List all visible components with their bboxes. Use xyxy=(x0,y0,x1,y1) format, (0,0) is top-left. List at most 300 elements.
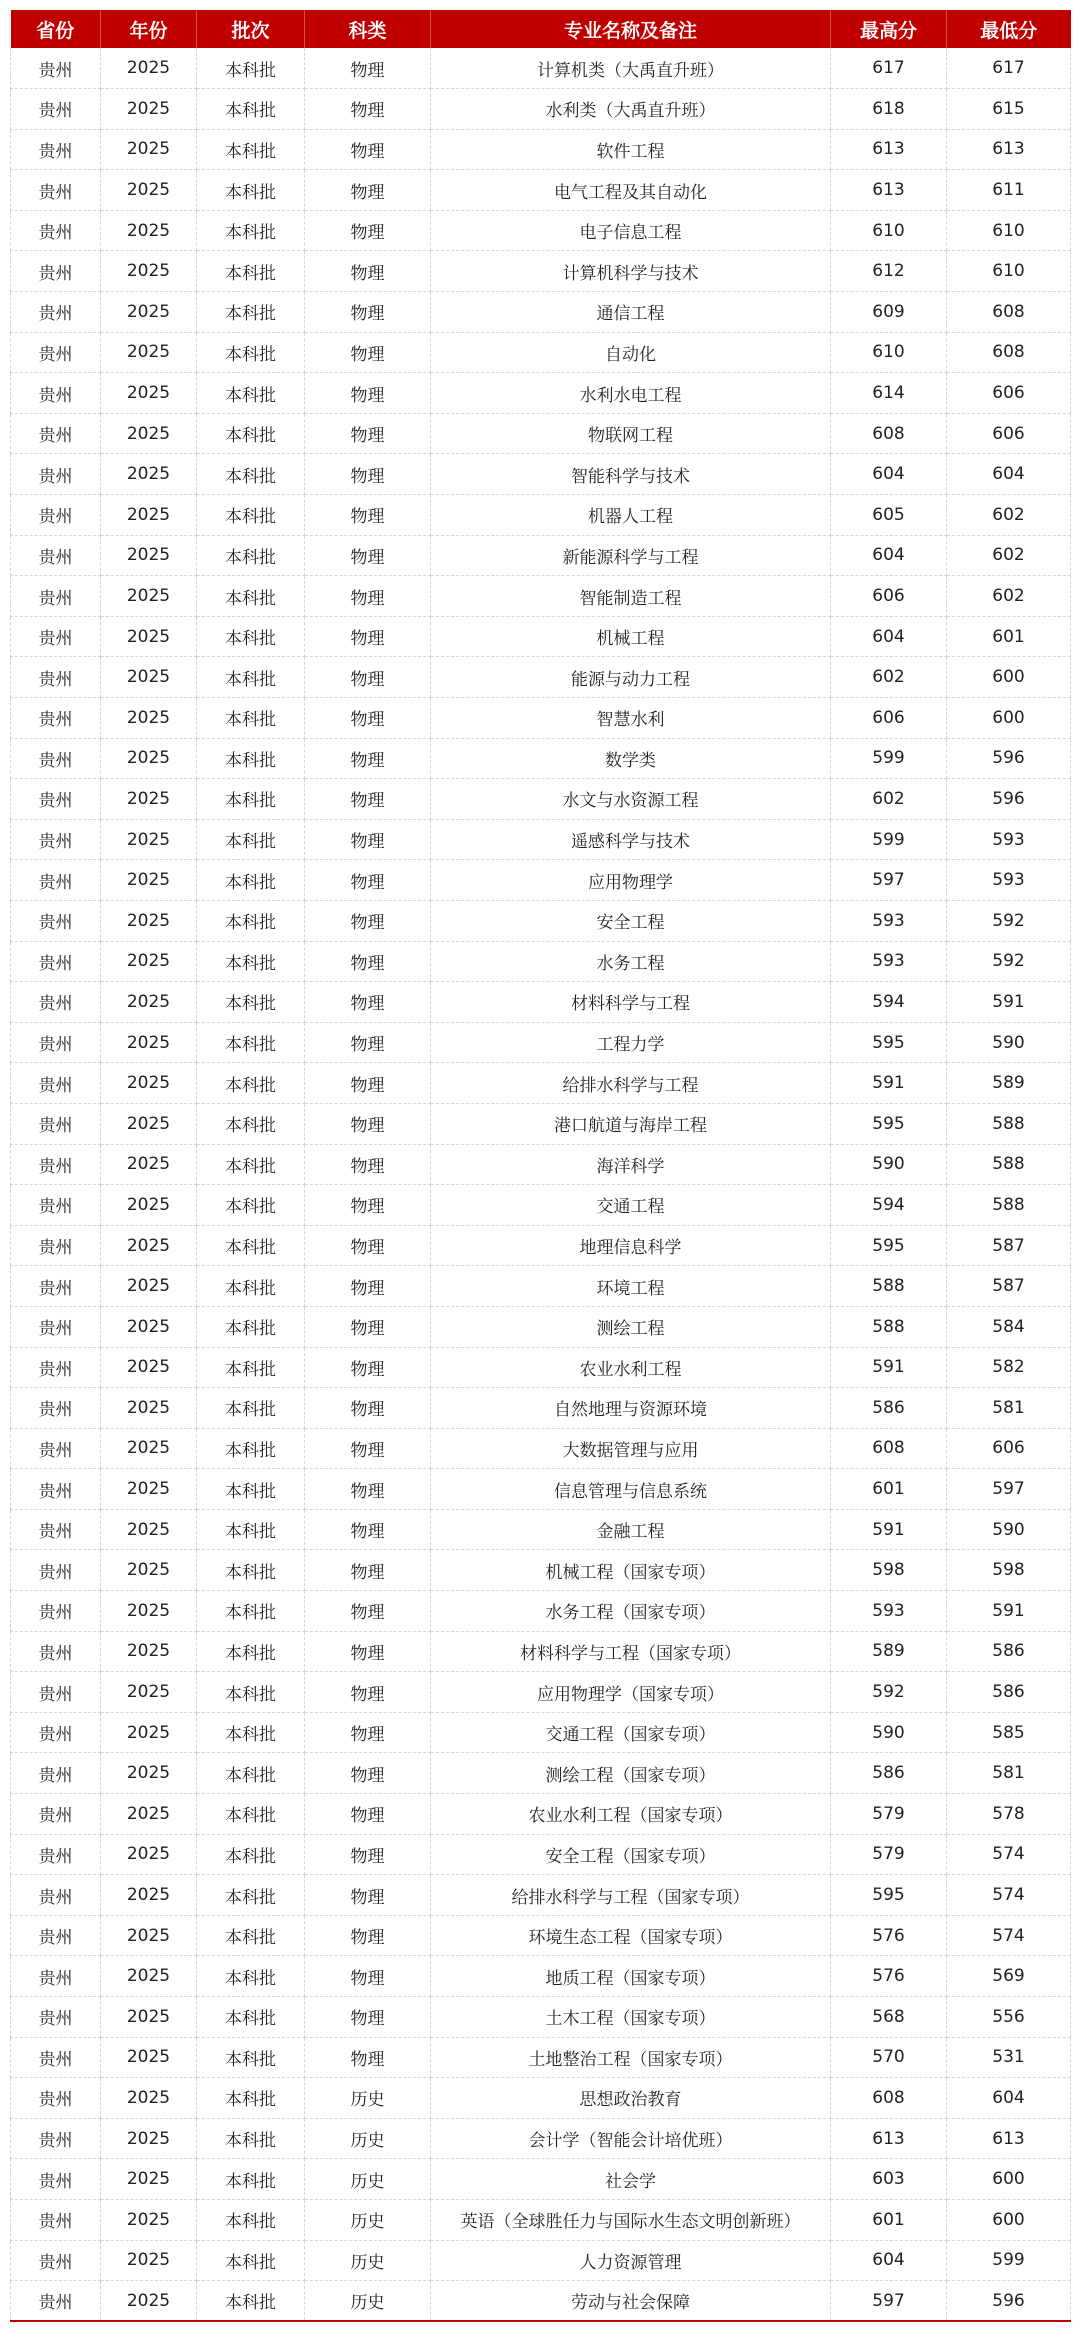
cell-min-score: 590 xyxy=(947,1509,1071,1550)
cell-min-score: 610 xyxy=(947,251,1071,292)
cell-batch: 本科批 xyxy=(197,1672,305,1713)
cell-min-score: 592 xyxy=(947,941,1071,982)
cell-province: 贵州 xyxy=(11,2118,101,2159)
cell-subject: 物理 xyxy=(305,251,431,292)
cell-subject: 物理 xyxy=(305,1469,431,1510)
cell-province: 贵州 xyxy=(11,616,101,657)
cell-year: 2025 xyxy=(101,1388,197,1429)
table-row xyxy=(11,89,1071,130)
table-row xyxy=(11,657,1071,698)
cell-major: 给排水科学与工程（国家专项） xyxy=(431,1875,831,1916)
table-row xyxy=(11,535,1071,576)
cell-major: 机械工程 xyxy=(431,616,831,657)
cell-province: 贵州 xyxy=(11,860,101,901)
cell-year: 2025 xyxy=(101,941,197,982)
score-table-container xyxy=(10,10,1070,2321)
cell-min-score: 613 xyxy=(947,129,1071,170)
cell-subject: 历史 xyxy=(305,2078,431,2119)
cell-min-score: 602 xyxy=(947,495,1071,536)
cell-min-score: 604 xyxy=(947,2078,1071,2119)
table-row xyxy=(11,1875,1071,1916)
cell-batch: 本科批 xyxy=(197,292,305,333)
cell-subject: 物理 xyxy=(305,1063,431,1104)
cell-major: 港口航道与海岸工程 xyxy=(431,1103,831,1144)
cell-min-score: 569 xyxy=(947,1956,1071,1997)
cell-subject: 物理 xyxy=(305,535,431,576)
cell-year: 2025 xyxy=(101,1022,197,1063)
cell-major: 大数据管理与应用 xyxy=(431,1428,831,1469)
cell-max-score: 601 xyxy=(831,1469,947,1510)
cell-max-score: 586 xyxy=(831,1753,947,1794)
cell-subject: 历史 xyxy=(305,2281,431,2322)
cell-major: 数学类 xyxy=(431,738,831,779)
cell-year: 2025 xyxy=(101,900,197,941)
cell-subject: 物理 xyxy=(305,698,431,739)
cell-max-score: 604 xyxy=(831,454,947,495)
cell-subject: 物理 xyxy=(305,1712,431,1753)
cell-batch: 本科批 xyxy=(197,1306,305,1347)
cell-min-score: 600 xyxy=(947,657,1071,698)
cell-province: 贵州 xyxy=(11,2281,101,2322)
cell-max-score: 576 xyxy=(831,1915,947,1956)
cell-year: 2025 xyxy=(101,2159,197,2200)
cell-min-score: 574 xyxy=(947,1834,1071,1875)
table-row xyxy=(11,1631,1071,1672)
cell-max-score: 604 xyxy=(831,535,947,576)
cell-year: 2025 xyxy=(101,1428,197,1469)
cell-batch: 本科批 xyxy=(197,1469,305,1510)
cell-major: 测绘工程（国家专项） xyxy=(431,1753,831,1794)
cell-province: 贵州 xyxy=(11,1956,101,1997)
cell-min-score: 588 xyxy=(947,1103,1071,1144)
cell-province: 贵州 xyxy=(11,1672,101,1713)
table-row xyxy=(11,1672,1071,1713)
cell-subject: 物理 xyxy=(305,1103,431,1144)
cell-major: 遥感科学与技术 xyxy=(431,819,831,860)
cell-province: 贵州 xyxy=(11,1915,101,1956)
cell-min-score: 608 xyxy=(947,332,1071,373)
cell-batch: 本科批 xyxy=(197,1997,305,2038)
cell-max-score: 610 xyxy=(831,210,947,251)
cell-max-score: 605 xyxy=(831,495,947,536)
cell-batch: 本科批 xyxy=(197,982,305,1023)
cell-batch: 本科批 xyxy=(197,1144,305,1185)
cell-subject: 物理 xyxy=(305,1306,431,1347)
cell-year: 2025 xyxy=(101,535,197,576)
header-major: 专业名称及备注 xyxy=(431,10,831,48)
cell-min-score: 611 xyxy=(947,170,1071,211)
cell-year: 2025 xyxy=(101,2078,197,2119)
cell-major: 英语（全球胜任力与国际水生态文明创新班） xyxy=(431,2199,831,2240)
cell-major: 地理信息科学 xyxy=(431,1225,831,1266)
table-row xyxy=(11,2199,1071,2240)
cell-min-score: 604 xyxy=(947,454,1071,495)
cell-major: 交通工程（国家专项） xyxy=(431,1712,831,1753)
cell-major: 人力资源管理 xyxy=(431,2240,831,2281)
cell-min-score: 617 xyxy=(947,48,1071,89)
cell-province: 贵州 xyxy=(11,900,101,941)
table-row xyxy=(11,2078,1071,2119)
cell-subject: 物理 xyxy=(305,413,431,454)
cell-year: 2025 xyxy=(101,1225,197,1266)
cell-max-score: 592 xyxy=(831,1672,947,1713)
cell-max-score: 598 xyxy=(831,1550,947,1591)
cell-year: 2025 xyxy=(101,413,197,454)
cell-year: 2025 xyxy=(101,2199,197,2240)
cell-year: 2025 xyxy=(101,779,197,820)
cell-province: 贵州 xyxy=(11,1875,101,1916)
cell-year: 2025 xyxy=(101,1591,197,1632)
header-province: 省份 xyxy=(11,10,101,48)
cell-province: 贵州 xyxy=(11,89,101,130)
cell-batch: 本科批 xyxy=(197,698,305,739)
cell-batch: 本科批 xyxy=(197,576,305,617)
table-row xyxy=(11,1388,1071,1429)
cell-min-score: 578 xyxy=(947,1794,1071,1835)
cell-year: 2025 xyxy=(101,1631,197,1672)
cell-max-score: 608 xyxy=(831,2078,947,2119)
cell-year: 2025 xyxy=(101,698,197,739)
cell-max-score: 602 xyxy=(831,657,947,698)
cell-province: 贵州 xyxy=(11,1469,101,1510)
table-row xyxy=(11,1185,1071,1226)
cell-province: 贵州 xyxy=(11,738,101,779)
cell-province: 贵州 xyxy=(11,2159,101,2200)
cell-subject: 物理 xyxy=(305,373,431,414)
cell-batch: 本科批 xyxy=(197,1915,305,1956)
cell-province: 贵州 xyxy=(11,1794,101,1835)
table-row xyxy=(11,616,1071,657)
cell-max-score: 594 xyxy=(831,1185,947,1226)
cell-major: 劳动与社会保障 xyxy=(431,2281,831,2322)
cell-max-score: 617 xyxy=(831,48,947,89)
cell-batch: 本科批 xyxy=(197,1631,305,1672)
cell-province: 贵州 xyxy=(11,1550,101,1591)
cell-province: 贵州 xyxy=(11,48,101,89)
table-row xyxy=(11,819,1071,860)
cell-subject: 物理 xyxy=(305,1753,431,1794)
table-row xyxy=(11,1834,1071,1875)
cell-batch: 本科批 xyxy=(197,616,305,657)
cell-subject: 物理 xyxy=(305,616,431,657)
cell-min-score: 602 xyxy=(947,576,1071,617)
cell-major: 社会学 xyxy=(431,2159,831,2200)
header-year: 年份 xyxy=(101,10,197,48)
cell-province: 贵州 xyxy=(11,2037,101,2078)
table-row xyxy=(11,1591,1071,1632)
cell-major: 工程力学 xyxy=(431,1022,831,1063)
cell-subject: 物理 xyxy=(305,1915,431,1956)
cell-province: 贵州 xyxy=(11,332,101,373)
cell-province: 贵州 xyxy=(11,454,101,495)
cell-subject: 物理 xyxy=(305,1631,431,1672)
cell-min-score: 531 xyxy=(947,2037,1071,2078)
cell-province: 贵州 xyxy=(11,251,101,292)
cell-max-score: 593 xyxy=(831,941,947,982)
cell-year: 2025 xyxy=(101,495,197,536)
table-row xyxy=(11,48,1071,89)
cell-batch: 本科批 xyxy=(197,1509,305,1550)
table-row xyxy=(11,1266,1071,1307)
cell-min-score: 556 xyxy=(947,1997,1071,2038)
cell-province: 贵州 xyxy=(11,535,101,576)
cell-max-score: 586 xyxy=(831,1388,947,1429)
cell-min-score: 588 xyxy=(947,1185,1071,1226)
cell-year: 2025 xyxy=(101,1956,197,1997)
cell-max-score: 593 xyxy=(831,900,947,941)
table-row xyxy=(11,1712,1071,1753)
cell-batch: 本科批 xyxy=(197,535,305,576)
cell-max-score: 601 xyxy=(831,2199,947,2240)
table-header xyxy=(11,10,1071,48)
cell-batch: 本科批 xyxy=(197,1185,305,1226)
cell-subject: 物理 xyxy=(305,819,431,860)
cell-province: 贵州 xyxy=(11,1347,101,1388)
cell-province: 贵州 xyxy=(11,1388,101,1429)
cell-batch: 本科批 xyxy=(197,1022,305,1063)
cell-batch: 本科批 xyxy=(197,413,305,454)
cell-province: 贵州 xyxy=(11,576,101,617)
cell-subject: 物理 xyxy=(305,89,431,130)
cell-max-score: 588 xyxy=(831,1266,947,1307)
table-row xyxy=(11,1997,1071,2038)
table-row xyxy=(11,332,1071,373)
cell-province: 贵州 xyxy=(11,1712,101,1753)
cell-subject: 物理 xyxy=(305,1266,431,1307)
table-row xyxy=(11,2118,1071,2159)
cell-max-score: 612 xyxy=(831,251,947,292)
cell-province: 贵州 xyxy=(11,1225,101,1266)
table-row xyxy=(11,413,1071,454)
cell-major: 智能制造工程 xyxy=(431,576,831,617)
cell-min-score: 587 xyxy=(947,1225,1071,1266)
cell-major: 水务工程（国家专项） xyxy=(431,1591,831,1632)
cell-major: 能源与动力工程 xyxy=(431,657,831,698)
cell-subject: 物理 xyxy=(305,900,431,941)
cell-province: 贵州 xyxy=(11,210,101,251)
cell-subject: 物理 xyxy=(305,576,431,617)
cell-batch: 本科批 xyxy=(197,2078,305,2119)
cell-subject: 物理 xyxy=(305,1185,431,1226)
cell-year: 2025 xyxy=(101,1103,197,1144)
cell-batch: 本科批 xyxy=(197,129,305,170)
cell-max-score: 591 xyxy=(831,1063,947,1104)
cell-major: 安全工程 xyxy=(431,900,831,941)
cell-min-score: 587 xyxy=(947,1266,1071,1307)
cell-province: 贵州 xyxy=(11,1631,101,1672)
cell-max-score: 613 xyxy=(831,129,947,170)
table-row xyxy=(11,982,1071,1023)
cell-year: 2025 xyxy=(101,2118,197,2159)
table-row xyxy=(11,454,1071,495)
cell-max-score: 613 xyxy=(831,170,947,211)
cell-batch: 本科批 xyxy=(197,1428,305,1469)
cell-year: 2025 xyxy=(101,292,197,333)
cell-major: 计算机类（大禹直升班） xyxy=(431,48,831,89)
cell-subject: 物理 xyxy=(305,1834,431,1875)
cell-max-score: 602 xyxy=(831,779,947,820)
cell-min-score: 606 xyxy=(947,1428,1071,1469)
cell-max-score: 613 xyxy=(831,2118,947,2159)
cell-year: 2025 xyxy=(101,1469,197,1510)
cell-min-score: 600 xyxy=(947,698,1071,739)
cell-max-score: 597 xyxy=(831,860,947,901)
table-row xyxy=(11,779,1071,820)
table-row xyxy=(11,1022,1071,1063)
table-body xyxy=(11,48,1071,2321)
cell-year: 2025 xyxy=(101,1997,197,2038)
cell-min-score: 591 xyxy=(947,982,1071,1023)
cell-min-score: 613 xyxy=(947,2118,1071,2159)
cell-min-score: 590 xyxy=(947,1022,1071,1063)
cell-subject: 历史 xyxy=(305,2240,431,2281)
cell-year: 2025 xyxy=(101,657,197,698)
cell-batch: 本科批 xyxy=(197,454,305,495)
cell-batch: 本科批 xyxy=(197,1753,305,1794)
table-row xyxy=(11,1306,1071,1347)
cell-province: 贵州 xyxy=(11,1063,101,1104)
cell-major: 农业水利工程（国家专项） xyxy=(431,1794,831,1835)
cell-major: 会计学（智能会计培优班） xyxy=(431,2118,831,2159)
cell-max-score: 597 xyxy=(831,2281,947,2322)
cell-min-score: 596 xyxy=(947,738,1071,779)
cell-max-score: 590 xyxy=(831,1712,947,1753)
cell-year: 2025 xyxy=(101,2037,197,2078)
cell-subject: 物理 xyxy=(305,1022,431,1063)
cell-year: 2025 xyxy=(101,982,197,1023)
cell-batch: 本科批 xyxy=(197,89,305,130)
cell-max-score: 591 xyxy=(831,1347,947,1388)
cell-batch: 本科批 xyxy=(197,1550,305,1591)
cell-max-score: 603 xyxy=(831,2159,947,2200)
cell-subject: 物理 xyxy=(305,657,431,698)
cell-batch: 本科批 xyxy=(197,779,305,820)
cell-max-score: 576 xyxy=(831,1956,947,1997)
cell-batch: 本科批 xyxy=(197,2199,305,2240)
cell-batch: 本科批 xyxy=(197,2037,305,2078)
cell-major: 土地整治工程（国家专项） xyxy=(431,2037,831,2078)
cell-batch: 本科批 xyxy=(197,332,305,373)
cell-major: 材料科学与工程（国家专项） xyxy=(431,1631,831,1672)
header-batch: 批次 xyxy=(197,10,305,48)
cell-major: 新能源科学与工程 xyxy=(431,535,831,576)
cell-subject: 物理 xyxy=(305,1388,431,1429)
cell-major: 应用物理学 xyxy=(431,860,831,901)
cell-major: 海洋科学 xyxy=(431,1144,831,1185)
cell-province: 贵州 xyxy=(11,413,101,454)
cell-major: 给排水科学与工程 xyxy=(431,1063,831,1104)
cell-subject: 物理 xyxy=(305,1144,431,1185)
cell-max-score: 593 xyxy=(831,1591,947,1632)
cell-subject: 物理 xyxy=(305,292,431,333)
table-row xyxy=(11,738,1071,779)
cell-year: 2025 xyxy=(101,1185,197,1226)
cell-subject: 物理 xyxy=(305,495,431,536)
table-row xyxy=(11,1063,1071,1104)
cell-major: 应用物理学（国家专项） xyxy=(431,1672,831,1713)
cell-max-score: 608 xyxy=(831,413,947,454)
cell-major: 测绘工程 xyxy=(431,1306,831,1347)
cell-min-score: 584 xyxy=(947,1306,1071,1347)
cell-batch: 本科批 xyxy=(197,860,305,901)
cell-batch: 本科批 xyxy=(197,1834,305,1875)
cell-province: 贵州 xyxy=(11,1591,101,1632)
table-row xyxy=(11,1794,1071,1835)
cell-year: 2025 xyxy=(101,819,197,860)
table-row xyxy=(11,1509,1071,1550)
cell-batch: 本科批 xyxy=(197,900,305,941)
cell-major: 材料科学与工程 xyxy=(431,982,831,1023)
cell-province: 贵州 xyxy=(11,170,101,211)
cell-batch: 本科批 xyxy=(197,1225,305,1266)
cell-subject: 历史 xyxy=(305,2159,431,2200)
cell-batch: 本科批 xyxy=(197,2159,305,2200)
cell-subject: 物理 xyxy=(305,170,431,211)
table-row xyxy=(11,373,1071,414)
cell-year: 2025 xyxy=(101,1794,197,1835)
cell-province: 贵州 xyxy=(11,1997,101,2038)
cell-batch: 本科批 xyxy=(197,2240,305,2281)
cell-year: 2025 xyxy=(101,1063,197,1104)
cell-province: 贵州 xyxy=(11,1144,101,1185)
cell-year: 2025 xyxy=(101,2240,197,2281)
cell-province: 贵州 xyxy=(11,779,101,820)
cell-min-score: 600 xyxy=(947,2199,1071,2240)
cell-major: 智慧水利 xyxy=(431,698,831,739)
cell-min-score: 591 xyxy=(947,1591,1071,1632)
cell-year: 2025 xyxy=(101,738,197,779)
cell-province: 贵州 xyxy=(11,292,101,333)
cell-subject: 物理 xyxy=(305,1428,431,1469)
cell-major: 水利水电工程 xyxy=(431,373,831,414)
cell-batch: 本科批 xyxy=(197,2118,305,2159)
cell-major: 水务工程 xyxy=(431,941,831,982)
table-row xyxy=(11,2281,1071,2322)
cell-subject: 物理 xyxy=(305,1347,431,1388)
cell-batch: 本科批 xyxy=(197,1266,305,1307)
table-row xyxy=(11,900,1071,941)
cell-min-score: 600 xyxy=(947,2159,1071,2200)
cell-max-score: 595 xyxy=(831,1875,947,1916)
table-row xyxy=(11,1469,1071,1510)
header-max-score: 最高分 xyxy=(831,10,947,48)
header-row xyxy=(11,10,1071,48)
cell-batch: 本科批 xyxy=(197,1875,305,1916)
cell-batch: 本科批 xyxy=(197,819,305,860)
cell-subject: 物理 xyxy=(305,1794,431,1835)
cell-year: 2025 xyxy=(101,1509,197,1550)
cell-major: 金融工程 xyxy=(431,1509,831,1550)
cell-province: 贵州 xyxy=(11,129,101,170)
cell-min-score: 581 xyxy=(947,1388,1071,1429)
cell-province: 贵州 xyxy=(11,657,101,698)
cell-province: 贵州 xyxy=(11,1753,101,1794)
cell-max-score: 579 xyxy=(831,1794,947,1835)
cell-major: 水文与水资源工程 xyxy=(431,779,831,820)
cell-min-score: 601 xyxy=(947,616,1071,657)
cell-batch: 本科批 xyxy=(197,1712,305,1753)
cell-province: 贵州 xyxy=(11,1185,101,1226)
cell-major: 思想政治教育 xyxy=(431,2078,831,2119)
cell-major: 软件工程 xyxy=(431,129,831,170)
cell-min-score: 592 xyxy=(947,900,1071,941)
cell-max-score: 606 xyxy=(831,576,947,617)
table-row xyxy=(11,941,1071,982)
cell-major: 电子信息工程 xyxy=(431,210,831,251)
cell-major: 环境生态工程（国家专项） xyxy=(431,1915,831,1956)
cell-year: 2025 xyxy=(101,373,197,414)
cell-year: 2025 xyxy=(101,860,197,901)
